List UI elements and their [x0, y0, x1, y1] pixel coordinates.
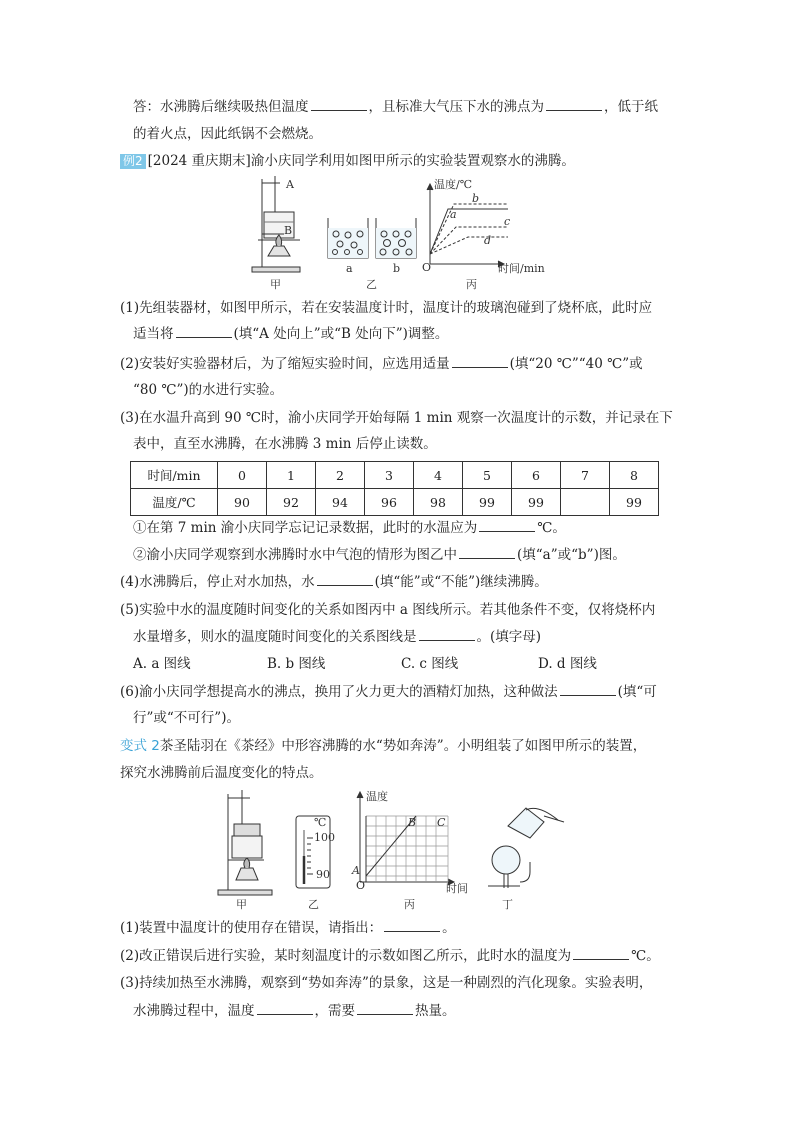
v-q3-line-1: (3)持续加热至水沸腾，观察到“势如奔涛”的景象，这是一种剧烈的汽化现象。实验表明， — [120, 975, 653, 991]
q2-line-1: (2)安装好实验器材后，为了缩短实验时间，应选用适量 (填“20 ℃”“40 ℃”或 — [120, 356, 643, 372]
answer-blank-1[interactable] — [311, 98, 367, 111]
label-A: A — [286, 178, 294, 191]
option-c[interactable]: C. c 图线 — [401, 656, 459, 672]
option-a[interactable]: A. a 图线 — [133, 656, 191, 672]
caption-yi: 乙 — [366, 278, 377, 291]
missing-temp-cell[interactable]: 99 — [512, 489, 561, 516]
curve-a: a — [450, 208, 457, 221]
thermo-unit: ℃ — [314, 816, 327, 829]
example2-intro: 例2 [2024 重庆期末]渝小庆同学利用如图甲所示的实验装置观察水的沸腾。 — [120, 152, 575, 170]
graph-ylabel: 温度 — [366, 790, 388, 803]
beakers-yi — [328, 218, 416, 258]
curve-c: c — [504, 215, 511, 228]
label-a: a — [346, 262, 353, 275]
v-q2-blank[interactable] — [573, 947, 629, 960]
graph-xlabel: 时间 — [446, 882, 468, 895]
label-b: b — [393, 262, 401, 275]
answer-line-1: 答：水沸腾后继续吸热但温度 ，且标准大气压下水的沸点为 ，低于纸 — [133, 99, 658, 115]
q6-blank[interactable] — [560, 683, 616, 696]
q3-sub1-blank[interactable] — [479, 519, 535, 532]
label-B: B — [284, 224, 293, 237]
q3-line-1: (3)在水温升高到 90 ℃时，渝小庆同学开始每隔 1 min 观察一次温度计的示数，并记录在下 — [120, 410, 673, 426]
q6-line-1: (6)渝小庆同学想提高水的沸点，换用了火力更大的酒精灯加热，这种做法 (填“可 — [120, 684, 657, 700]
v-q3-blank-1[interactable] — [257, 1002, 313, 1015]
caption-ding: 丁 — [502, 898, 513, 911]
graph-xlabel: 时间/min — [498, 262, 545, 275]
v-q1-line: (1)装置中温度计的使用存在错误，请指出： 。 — [120, 920, 456, 936]
example2-figure — [240, 174, 550, 292]
q5-line-1: (5)实验中水的温度随时间变化的关系如图丙中 a 图线所示。若其他条件不变，仅将烧杯内 — [120, 602, 656, 618]
q6-line-2: 行”或“不可行”)。 — [133, 710, 240, 726]
thermo-100: 100 — [314, 831, 335, 844]
v-q1-blank[interactable] — [384, 919, 440, 932]
q1-line-2: 适当将 (填“A 处向上”或“B 处向下”)调整。 — [133, 326, 449, 342]
example-tag: 例2 — [120, 154, 146, 169]
point-B: B — [408, 816, 417, 829]
option-d[interactable]: D. d 图线 — [538, 656, 597, 672]
graph-ylabel: 温度/℃ — [434, 178, 473, 191]
temperature-graph-bing — [357, 792, 454, 885]
caption-bing: 丙 — [466, 278, 477, 291]
caption-yi: 乙 — [308, 898, 319, 911]
q4-blank[interactable] — [317, 573, 373, 586]
option-b[interactable]: B. b 图线 — [267, 656, 326, 672]
v-q3-blank-2[interactable] — [357, 1002, 413, 1015]
q4-line: (4)水沸腾后，停止对水加热，水 (填“能”或“不能”)继续沸腾。 — [120, 574, 548, 590]
thermo-90: 90 — [316, 868, 330, 881]
table-row: 时间/min 0 1 2 3 4 5 6 7 8 — [131, 462, 659, 489]
table-row: 温度/℃ 90 92 94 96 98 99 99 99 — [131, 489, 659, 516]
q3-sub-1: ①在第 7 min 渝小庆同学忘记记录数据，此时的水温应为 ℃。 — [133, 520, 566, 536]
caption-bing: 丙 — [404, 898, 415, 911]
q2-line-2: “80 ℃”)的水进行实验。 — [133, 382, 284, 398]
data-table — [130, 461, 659, 516]
flask-apparatus-ding — [488, 808, 564, 888]
v-q3-line-2: 水沸腾过程中，温度 ，需要 热量。 — [133, 1003, 456, 1019]
graph-origin: O — [422, 261, 432, 274]
temperature-graph-bing — [427, 184, 511, 267]
answer-blank-2[interactable] — [546, 98, 602, 111]
point-C: C — [437, 816, 446, 829]
stand-apparatus-jia — [218, 790, 272, 895]
q3-line-2: 表中，直至水沸腾，在水沸腾 3 min 后停止读数。 — [133, 436, 437, 452]
q5-blank[interactable] — [419, 628, 475, 641]
variant2-intro-1: 变式 2茶圣陆羽在《茶经》中形容沸腾的水“势如奔涛”。小明组装了如图甲所示的装置， — [120, 738, 647, 754]
q3-sub2-blank[interactable] — [459, 546, 515, 559]
q5-line-2: 水量增多，则水的温度随时间变化的关系图线是 。(填字母) — [133, 629, 542, 645]
q1-line-1: (1)先组装器材，如图甲所示，若在安装温度计时，温度计的玻璃泡碰到了烧杯底，此时应 — [120, 300, 653, 316]
q3-sub-2: ②渝小庆同学观察到水沸腾时水中气泡的情形为图乙中 (填“a”或“b”)图。 — [133, 547, 626, 563]
curve-b: b — [472, 192, 480, 205]
q2-blank[interactable] — [452, 355, 508, 368]
curve-d: d — [484, 234, 492, 247]
variant-tag: 变式 2 — [120, 738, 160, 754]
graph-origin: O — [356, 879, 366, 892]
answer-line-2: 的着火点，因此纸锅不会燃烧。 — [133, 126, 322, 142]
caption-jia: 甲 — [270, 278, 281, 291]
v-q2-line: (2)改正错误后进行实验，某时刻温度计的示数如图乙所示，此时水的温度为 ℃。 — [120, 948, 660, 964]
point-A: A — [352, 864, 360, 877]
q1-blank[interactable] — [176, 325, 232, 338]
variant2-intro-2: 探究水沸腾前后温度变化的特点。 — [120, 765, 323, 781]
caption-jia: 甲 — [236, 898, 247, 911]
variant2-figure — [208, 786, 588, 912]
